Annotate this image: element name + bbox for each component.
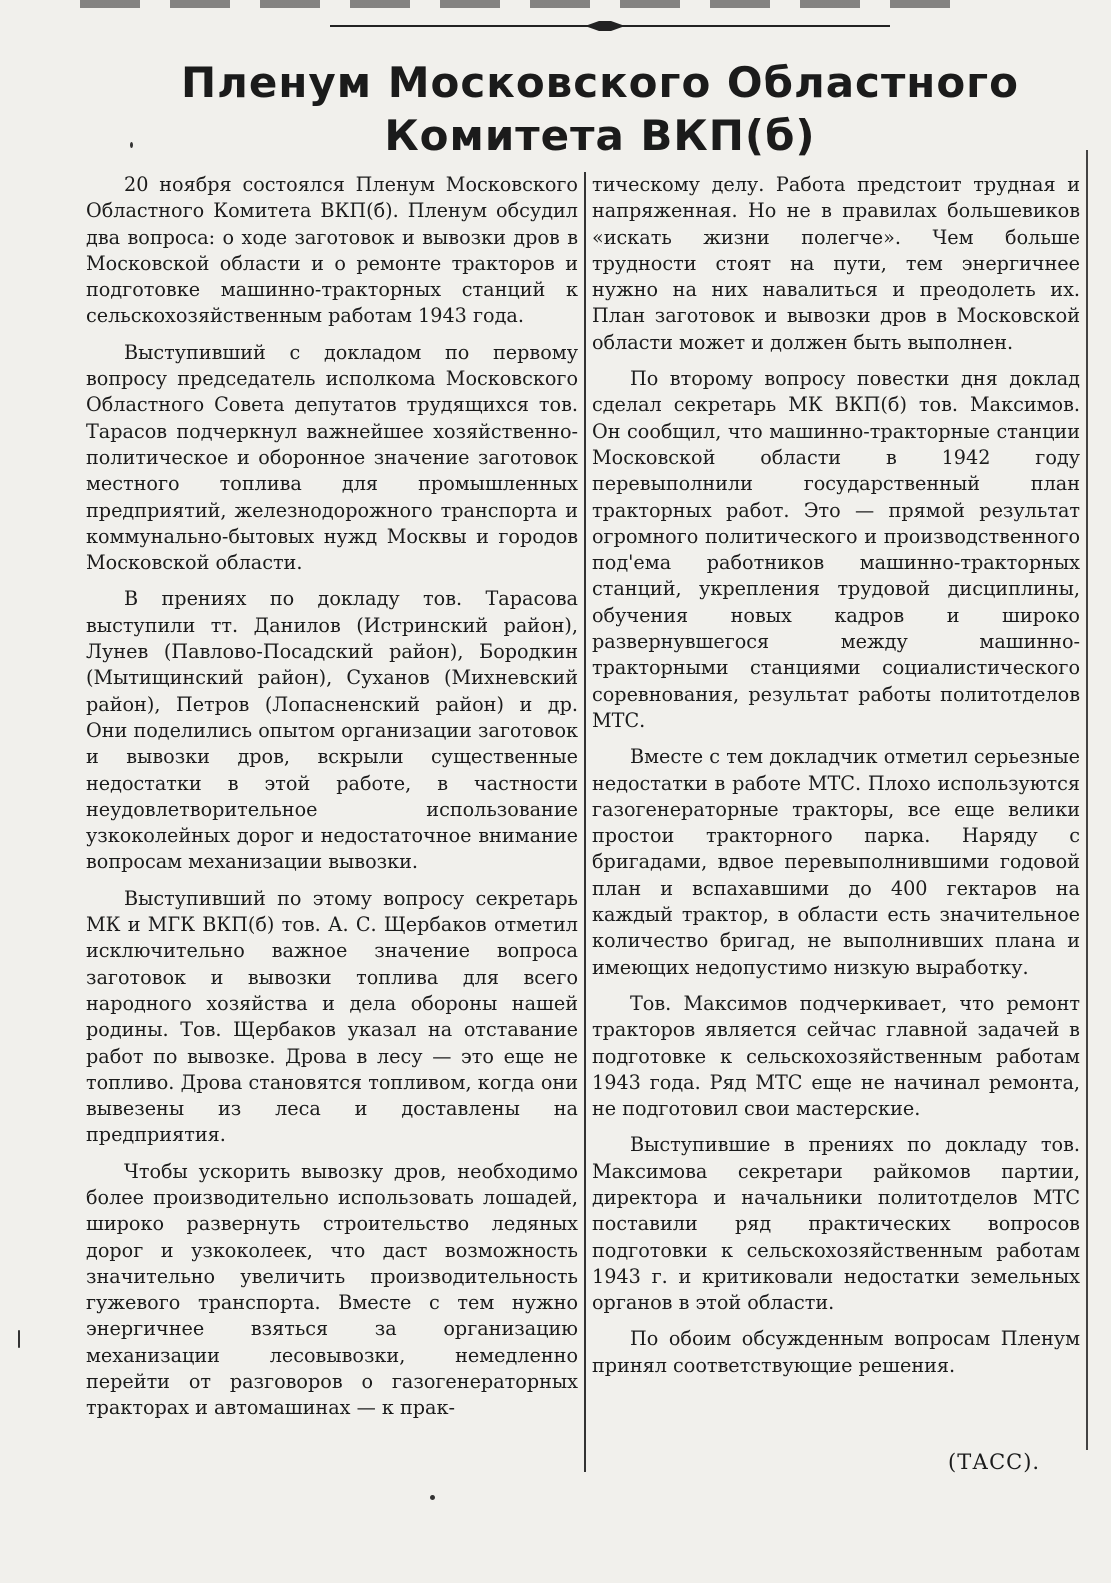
article-column-right	[592, 172, 1080, 1389]
previous-article-cutoff	[80, 0, 980, 8]
print-speck	[430, 1495, 435, 1500]
page-edge-rule	[1086, 150, 1088, 1450]
paragraph: Выступивший по этому вопросу секретарь МК и МГК ВКП(б) тов. А. С. Щербаков отметил исключительно важное значение вопроса заготовок и вывозки топлива для всего народного хозяйства и дела обороны нашей родины. Тов. Щербаков указал на отставание работ по вывозке. Дрова в лесу — это еще не топливо. Дрова становятся топливом, когда они вывезены из леса и доставлены на предприятия.	[86, 886, 578, 1147]
agency-signature: (ТАСС).	[948, 1450, 1041, 1474]
paragraph: В прениях по докладу тов. Тарасова выступили тт. Данилов (Истринский район), Лунев (Павлово-Посадский район), Бородкин (Мытищинский район), Суханов (Михневский район), Петров (Лопасненский район) и др. Они поделились опытом организации заготовок и вывозки дров, вскрыли существенные недостатки в этой работе, в частности неудовлетворительное использование узкоколейных дорог и недостаточное внимание вопросам механизации вывозки.	[86, 587, 578, 874]
paragraph: По обоим обсужденным вопросам Пленум принял соответствующие решения.	[592, 1327, 1080, 1377]
print-speck	[18, 1330, 20, 1348]
paragraph: 20 ноября состоялся Пленум Московского Областного Комитета ВКП(б). Пленум обсудил два вопроса: о ходе заготовок и вывозки дров в Московской области и о ремонте тракторов и подготовке машинно-тракторных станций к сельскохозяйственным работам 1943 года.	[86, 173, 578, 328]
article-headline: Пленум Московского Областного Комитета ВКП(б)	[181, 58, 1019, 160]
article-column-left	[86, 172, 578, 1432]
paragraph-continuation: тическому делу. Работа предстоит трудная и напряженная. Но не в правилах большевиков «искать жизни полегче». Чем больше трудности стоят на пути, тем энергичнее нужно на них навалиться и преодолеть их. План заготовок и вывозки дров в Московской области может и должен быть выполнен.	[592, 173, 1080, 354]
paragraph: По второму вопросу повестки дня доклад сделал секретарь МК ВКП(б) тов. Максимов. Он сообщил, что машинно-тракторные станции Московской области в 1942 году перевыполнили государственный план тракторных работ. Это — прямой результат огромного политического и производственного под'ема работников машинно-тракторных станций, укрепления трудовой дисциплины, обучения новых кадров и широко развернувшегося между машинно-тракторными станциями социалистического соревнования, результат работы политотделов МТС.	[592, 367, 1080, 732]
print-speck	[130, 142, 133, 148]
column-divider	[584, 172, 586, 1472]
paragraph: Выступившие в прениях по докладу тов. Максимова секретари райкомов партии, директора и начальники политотделов МТС поставили ряд практических вопросов подготовки к сельскохозяйственным работам 1943 г. и критиковали недостатки земельных органов в этой области.	[592, 1133, 1080, 1315]
paragraph: Чтобы ускорить вывозку дров, необходимо более производительно использовать лошадей, широко развернуть строительство ледяных дорог и узкоколеек, что даст возможность значительно увеличить производительность гужевого транспорта. Вместе с тем нужно энергичнее взяться за организацию механизации лесовывозки, немедленно перейти от разговоров о газогенераторных тракторах и автомашинах — к прак-	[86, 1159, 578, 1420]
paragraph: Тов. Максимов подчеркивает, что ремонт тракторов является сейчас главной задачей в подготовке к сельскохозяйственным работам 1943 года. Ряд МТС еще не начинал ремонта, не подготовил свои мастерские.	[592, 991, 1080, 1121]
divider-ornament-icon	[585, 19, 625, 33]
paragraph: Вместе с тем докладчик отметил серьезные недостатки в работе МТС. Плохо используются газогенераторные тракторы, все еще велики простои тракторного парка. Наряду с бригадами, вдвое перевыполнившими годовой план и вспахавшими до 400 гектаров на каждый трактор, в области есть значительное количество бригад, не выполнивших плана и имеющих недопустимо низкую выработку.	[592, 745, 1080, 979]
paragraph: Выступивший с докладом по первому вопросу председатель исполкома Московского Областного Совета депутатов трудящихся тов. Тарасов подчеркнул важнейшее хозяйственно-политическое и оборонное значение заготовок местного топлива для промышленных предприятий, железнодорожного транспорта и коммунально-бытовых нужд Москвы и городов Московской области.	[86, 340, 578, 575]
